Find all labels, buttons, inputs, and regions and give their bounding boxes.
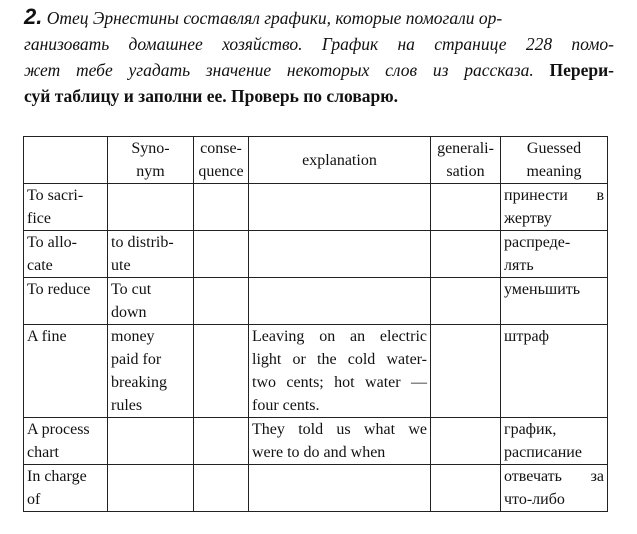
header-explanation: explanation [249,137,431,184]
task-line-4: суй таблицу и заполни ее. Проверь по словарю. [24,86,399,106]
cell-word: To allo- cate [24,231,108,278]
cell-consequence [194,278,249,325]
task-line-3: жет тебе угадать значение некоторых слов из рассказа. Перери- [24,60,614,80]
header-guessed-meaning: Guessed meaning [501,137,608,184]
cell-consequence [194,184,249,231]
table-row [24,278,608,325]
cell-generalisation [431,278,501,325]
table-row [24,418,608,465]
cell-explanation [249,184,431,231]
header-word [24,137,108,184]
task-line-2: ганизовать домашнее хозяйство. График на странице 228 помо- [24,34,614,54]
cell-generalisation [431,465,501,512]
cell-word: To reduce [24,278,108,325]
cell-synonym: to distrib- ute [108,231,194,278]
header-generalisation: generali- sation [431,137,501,184]
header-consequence: conse- quence [194,137,249,184]
cell-consequence [194,465,249,512]
cell-synonym: money paid for breaking rules [108,325,194,418]
cell-word: A fine [24,325,108,418]
table-row [24,325,608,418]
task-number: 2. [24,4,43,29]
table-header-row [24,137,608,184]
cell-meaning: уменьшить [501,278,608,325]
cell-explanation [249,465,431,512]
cell-explanation: They told us what we were to do and when [249,418,431,465]
cell-synonym [108,465,194,512]
vocabulary-table [23,136,608,512]
cell-consequence [194,325,249,418]
cell-word: To sacri- fice [24,184,108,231]
cell-synonym [108,418,194,465]
cell-generalisation [431,184,501,231]
cell-word: In charge of [24,465,108,512]
table-row [24,231,608,278]
task-line-1: 2. Отец Эрнестины составлял графики, которые помогали ор- [24,4,503,29]
table-row [24,465,608,512]
cell-consequence [194,418,249,465]
cell-meaning: график, расписание [501,418,608,465]
cell-explanation [249,231,431,278]
cell-consequence [194,231,249,278]
cell-word: A process chart [24,418,108,465]
task-paragraph [24,4,614,109]
header-synonym: Syno- nym [108,137,194,184]
cell-meaning: распреде- лять [501,231,608,278]
cell-generalisation [431,325,501,418]
cell-meaning: штраф [501,325,608,418]
table-row [24,184,608,231]
cell-explanation: Leaving on an electric light or the cold water- two cents; hot water — four cents. [249,325,431,418]
cell-meaning: отвечать за что-либо [501,465,608,512]
cell-synonym [108,184,194,231]
cell-generalisation [431,231,501,278]
cell-generalisation [431,418,501,465]
cell-meaning: принести в жертву [501,184,608,231]
cell-synonym: To cut down [108,278,194,325]
cell-explanation [249,278,431,325]
